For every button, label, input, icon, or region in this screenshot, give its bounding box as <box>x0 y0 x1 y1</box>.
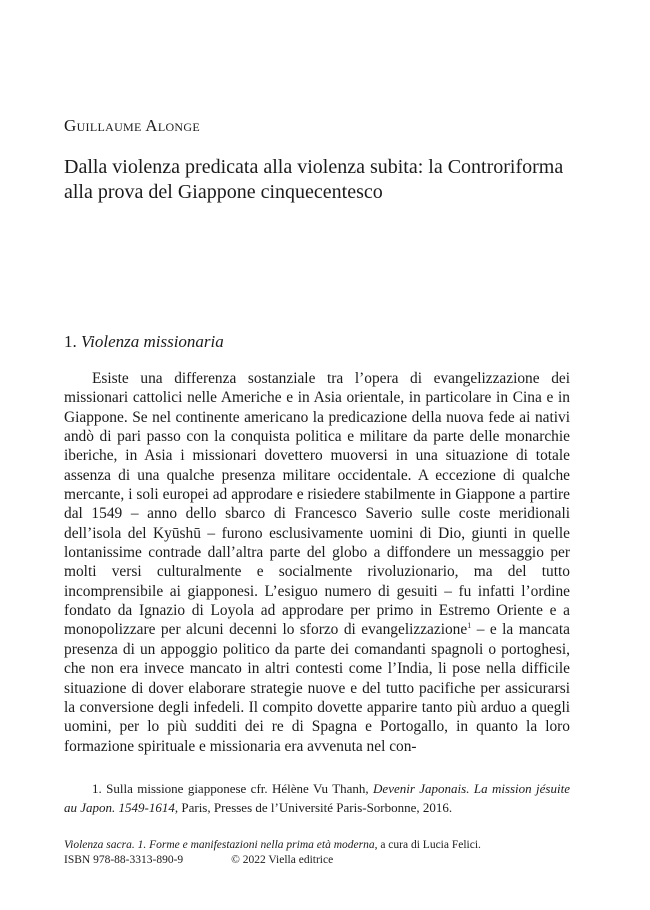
body-text-part-1: Esiste una differenza sostanziale tra l’opera di evangelizzazione dei missionari cattolici nelle Americhe e in Asia orientale, in particolare in Cina e in Giappone. Se nel continente americano la predicazione della nuova fede ai nativi andò di pari passo con la conquista politica e militare da parte delle monarchie iberiche, in Asia i missionari dovettero muoversi in una situazione di totale assenza di una qualche presenza militare occidentale. A eccezione di qualche mercante, i soli europei ad approdare e risiedere stabilmente in Giappone a partire dal 1549 – anno dello sbarco di Francesco Saverio sulle coste meridionali dell’isola del Kyūshū – furono esclusivamente uomini di Dio, giunti in quelle lontanissime contrade dall’altra parte del globo a diffondere un messaggio per molti versi culturalmente e socialmente rivoluzionario, ma del tutto incomprensibile ai giapponesi. L’esiguo numero di gesuiti – fu infatti l’ordine fondato da Ignazio di Loyola ad approdare per primo in Estremo Oriente e a monopolizzare per alcuni decenni lo sforzo di evangelizzazione <box>64 370 570 639</box>
footer-isbn: ISBN 978-88-3313-890-9 <box>64 854 184 866</box>
footnote-number: 1. <box>92 781 102 796</box>
footer-copyright: © 2022 Viella editrice <box>231 854 334 866</box>
section-number: 1. <box>64 332 77 351</box>
page-footer <box>64 838 570 868</box>
section-title: Violenza missionaria <box>81 332 224 351</box>
body-text-part-2: – e la mancata presenza di un appoggio politico da parte dei comandanti spagnoli o portoghesi, che non era invece mancato in altri contesti come l’India, li pose nella difficile situazione di dover elaborare strategie nuove e del tutto pacifiche per assicurarsi la conversione degli infedeli. Il compito dovette apparire tanto più arduo a quegli uomini, per lo più sudditi dei re di Spagna e Portogallo, in quanto la loro formazione spirituale e missionaria era avvenuta nel con- <box>64 621 570 755</box>
footnote-book-title: Devenir Japonais. La mission jésuite au Japon. 1549-1614 <box>64 781 570 815</box>
body-paragraph <box>64 369 570 756</box>
footer-editor: , a cura di Lucia Felici. <box>374 839 481 851</box>
section-heading <box>64 332 224 352</box>
footer-isbn-line <box>64 853 570 868</box>
chapter-author: Guillaume Alonge <box>64 116 200 135</box>
chapter-title: Dalla violenza predicata alla violenza subita: la Controriforma alla prova del Giappone cinquecentesco <box>64 156 564 203</box>
footer-volume-line <box>64 838 570 853</box>
footer-volume-title: Violenza sacra. 1. Forme e manifestazioni nella prima età moderna <box>64 839 375 851</box>
footnote-text-start: Sulla missione giapponese cfr. Hélène Vu Thanh, <box>106 781 374 796</box>
footnote <box>64 779 570 817</box>
footnote-reference[interactable]: 1 <box>467 621 472 631</box>
footnote-text-end: , Paris, Presses de l’Université Paris-Sorbonne, 2016. <box>174 800 453 815</box>
